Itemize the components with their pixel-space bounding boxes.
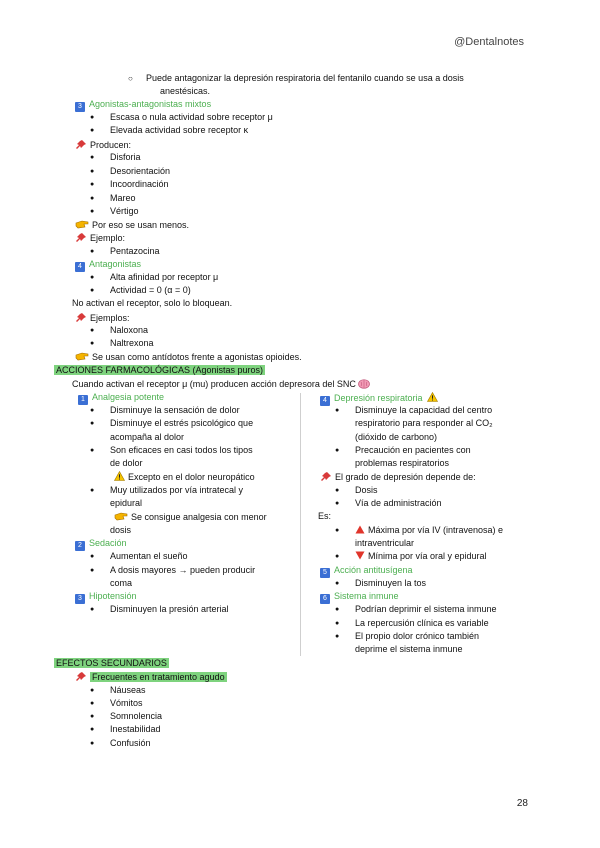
list-item-cont: intraventricular bbox=[355, 538, 415, 548]
section-title: Sistema inmune bbox=[334, 591, 399, 601]
list-item bbox=[355, 525, 503, 536]
section-title: Analgesia potente bbox=[92, 392, 165, 402]
number-badge: 5 bbox=[320, 568, 330, 578]
column-divider bbox=[300, 393, 301, 656]
number-badge: 3 bbox=[75, 102, 85, 112]
number-badge: 3 bbox=[75, 594, 85, 604]
list-item: ● Alta afinidad por receptor μ bbox=[110, 272, 218, 283]
note-text: Ejemplo: bbox=[90, 233, 126, 243]
list-item-cont: epidural bbox=[110, 498, 143, 508]
pushpin-icon bbox=[75, 671, 87, 682]
list-item: ● Vértigo bbox=[110, 206, 139, 217]
note-line bbox=[75, 351, 302, 363]
list-item-cont: de dolor bbox=[110, 458, 143, 468]
list-item-text: Mínima por vía oral y epidural bbox=[368, 551, 487, 561]
note-text: Se consigue analgesia con menor bbox=[131, 512, 267, 522]
note-line bbox=[114, 471, 255, 483]
list-item: ● Pentazocina bbox=[110, 246, 160, 257]
warning-icon bbox=[114, 471, 125, 481]
list-item: ● Naltrexona bbox=[110, 338, 154, 349]
list-item: ● La repercusión clínica es variable bbox=[355, 618, 489, 629]
list-item-cont: dosis bbox=[110, 525, 132, 535]
list-item: ● Somnolencia bbox=[110, 711, 162, 722]
pushpin-icon bbox=[75, 232, 87, 243]
section-title: Sedación bbox=[89, 538, 127, 548]
note-line bbox=[75, 671, 227, 683]
text-line: Es: bbox=[318, 511, 332, 521]
number-badge: 4 bbox=[75, 262, 85, 272]
list-item: ● Precaución en pacientes con bbox=[355, 445, 471, 456]
pointing-hand-icon bbox=[75, 219, 89, 229]
list-item-cont: problemas respiratorios bbox=[355, 458, 450, 468]
list-item bbox=[355, 551, 487, 562]
pushpin-icon bbox=[320, 471, 332, 482]
list-item-cont: respiratorio para responder al CO₂ bbox=[355, 418, 493, 428]
section-heading bbox=[75, 591, 137, 604]
list-item: ● Incoordinación bbox=[110, 179, 169, 190]
warning-icon bbox=[427, 392, 438, 402]
red-triangle-up-icon bbox=[355, 525, 365, 534]
section-banner bbox=[54, 658, 169, 669]
list-item-cont: deprime el sistema inmune bbox=[355, 644, 463, 654]
number-badge: 6 bbox=[320, 594, 330, 604]
section-title: Acción antitusígena bbox=[334, 565, 413, 575]
note-text: El grado de depresión depende de: bbox=[335, 472, 476, 482]
page-number: 28 bbox=[516, 798, 528, 809]
list-item: ● Elevada actividad sobre receptor κ bbox=[110, 125, 248, 136]
list-item: ● Disforia bbox=[110, 152, 141, 163]
note-text: Ejemplos: bbox=[90, 313, 130, 323]
list-item: ● Desorientación bbox=[110, 166, 170, 177]
list-item: ● Inestabilidad bbox=[110, 724, 161, 735]
text-line: No activan el receptor, solo lo bloquean. bbox=[72, 298, 233, 308]
list-item: ● Disminuyen la presión arterial bbox=[110, 604, 229, 615]
number-badge: 2 bbox=[75, 541, 85, 551]
list-item: ● Podrían deprimir el sistema inmune bbox=[355, 604, 497, 615]
pointing-hand-icon bbox=[114, 511, 128, 521]
note-text: Frecuentes en tratamiento agudo bbox=[92, 672, 225, 682]
section-title: Hipotensión bbox=[89, 591, 137, 601]
section-title: Antagonistas bbox=[89, 259, 142, 269]
note-text: Por eso se usan menos. bbox=[92, 220, 190, 230]
note-text: Producen: bbox=[90, 140, 132, 150]
number-badge: 1 bbox=[78, 395, 88, 405]
section-heading bbox=[320, 392, 441, 406]
list-item: ● Disminuye el estrés psicológico que bbox=[110, 418, 253, 429]
list-item: ● A dosis mayores → pueden producir bbox=[110, 565, 255, 576]
pushpin-icon bbox=[75, 312, 87, 323]
note-line bbox=[75, 232, 125, 244]
list-item-cont: acompaña al dolor bbox=[110, 432, 185, 442]
list-item: ● Vía de administración bbox=[355, 498, 442, 509]
section-heading bbox=[75, 99, 211, 112]
list-item: ● Son eficaces en casi todos los tipos bbox=[110, 445, 253, 456]
list-item: ● Aumentan el sueño bbox=[110, 551, 188, 562]
list-item-cont: (dióxido de carbono) bbox=[355, 432, 438, 442]
note-line bbox=[320, 471, 476, 483]
brain-icon bbox=[358, 379, 370, 389]
brand-label: @Dentalnotes bbox=[454, 36, 524, 48]
list-item: ● Disminuye la sensación de dolor bbox=[110, 405, 240, 416]
section-title: Agonistas-antagonistas mixtos bbox=[89, 99, 212, 109]
list-item: ● Confusión bbox=[110, 738, 151, 749]
list-item: ● Naloxona bbox=[110, 325, 148, 336]
note-text: Se usan como antídotos frente a agonistas opioides. bbox=[92, 352, 302, 362]
pointing-hand-icon bbox=[75, 351, 89, 361]
list-item: ● Actividad = 0 (α = 0) bbox=[110, 285, 191, 296]
number-badge: 4 bbox=[320, 396, 330, 406]
note-line bbox=[114, 511, 267, 523]
section-heading bbox=[75, 259, 141, 272]
text-content: Cuando activan el receptor μ (mu) producen acción depresora del SNC bbox=[72, 379, 356, 389]
list-item: ● Muy utilizados por vía intratecal y bbox=[110, 485, 243, 496]
red-triangle-down-icon bbox=[355, 551, 365, 560]
list-item: ● Disminuye la capacidad del centro bbox=[355, 405, 492, 416]
list-item: ● Náuseas bbox=[110, 685, 146, 696]
section-banner-text: EFECTOS SECUNDARIOS bbox=[56, 658, 167, 668]
list-item: ● El propio dolor crónico también bbox=[355, 631, 479, 642]
section-banner-text: ACCIONES FARMACOLÓGICAS (Agonistas puros) bbox=[56, 365, 264, 375]
list-item-cont: anestésicas. bbox=[160, 86, 211, 96]
note-line bbox=[75, 219, 189, 231]
section-heading bbox=[78, 392, 164, 405]
list-item: ● Vómitos bbox=[110, 698, 143, 709]
section-title: Depresión respiratoria bbox=[334, 393, 423, 403]
section-heading bbox=[320, 565, 413, 578]
list-item: ○ Puede antagonizar la depresión respiratoria del fentanilo cuando se usa a dosis bbox=[146, 73, 464, 84]
note-line bbox=[75, 312, 130, 324]
text-line bbox=[72, 379, 370, 390]
list-item: ● Escasa o nula actividad sobre receptor μ bbox=[110, 112, 273, 123]
note-line bbox=[75, 139, 131, 151]
list-item: ● Disminuyen la tos bbox=[355, 578, 426, 589]
section-heading bbox=[75, 538, 127, 551]
list-item-cont: coma bbox=[110, 578, 133, 588]
list-item: ● Dosis bbox=[355, 485, 378, 496]
section-heading bbox=[320, 591, 399, 604]
note-text: Excepto en el dolor neuropático bbox=[128, 472, 255, 482]
section-banner bbox=[54, 365, 265, 376]
list-item-text: Máxima por vía IV (intravenosa) e bbox=[368, 525, 504, 535]
pushpin-icon bbox=[75, 139, 87, 150]
list-item: ● Mareo bbox=[110, 193, 136, 204]
